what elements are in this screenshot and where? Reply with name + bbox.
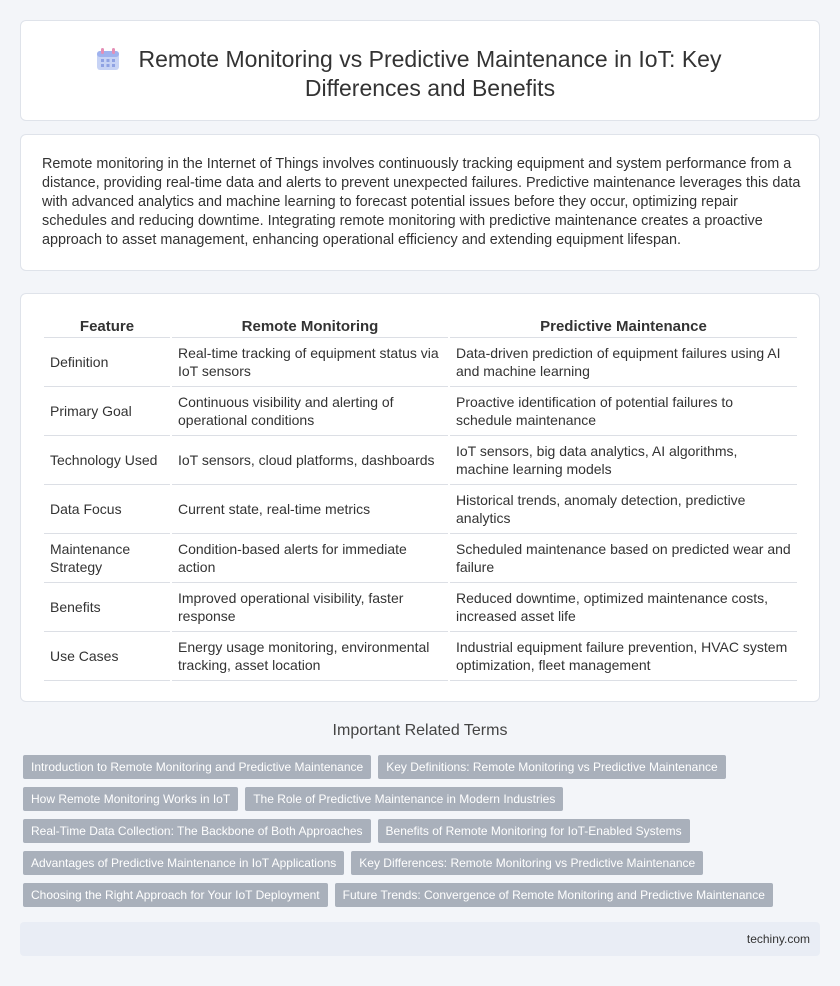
header-predictive-maintenance: Predictive Maintenance xyxy=(450,316,797,338)
related-term-tag[interactable]: Advantages of Predictive Maintenance in IoT Applications xyxy=(23,851,344,875)
row-feature: Data Focus xyxy=(44,485,170,534)
header-remote-monitoring: Remote Monitoring xyxy=(172,316,448,338)
table-row xyxy=(44,583,797,632)
row-predictive-maintenance: Historical trends, anomaly detection, predictive analytics xyxy=(450,485,797,534)
row-feature: Benefits xyxy=(44,583,170,632)
table-row xyxy=(44,632,797,681)
row-feature: Definition xyxy=(44,338,170,387)
row-feature: Technology Used xyxy=(44,436,170,485)
table-row xyxy=(44,387,797,436)
related-term-tag[interactable]: Key Differences: Remote Monitoring vs Predictive Maintenance xyxy=(351,851,703,875)
table-header-row xyxy=(44,316,797,338)
related-terms-title: Important Related Terms xyxy=(332,722,508,739)
row-remote-monitoring: Current state, real-time metrics xyxy=(172,485,448,534)
row-feature: Primary Goal xyxy=(44,387,170,436)
table-row xyxy=(44,338,797,387)
related-term-tag[interactable]: How Remote Monitoring Works in IoT xyxy=(23,787,238,811)
row-predictive-maintenance: Reduced downtime, optimized maintenance costs, increased asset life xyxy=(450,583,797,632)
row-feature: Maintenance Strategy xyxy=(44,534,170,583)
row-remote-monitoring: IoT sensors, cloud platforms, dashboards xyxy=(172,436,448,485)
related-term-tag[interactable]: The Role of Predictive Maintenance in Modern Industries xyxy=(245,787,563,811)
row-predictive-maintenance: Data-driven prediction of equipment failures using AI and machine learning xyxy=(450,338,797,387)
related-terms-list xyxy=(23,755,823,915)
row-predictive-maintenance: Proactive identification of potential failures to schedule maintenance xyxy=(450,387,797,436)
comparison-card xyxy=(20,293,820,702)
footer-site-link[interactable]: techiny.com xyxy=(746,932,810,946)
row-feature: Use Cases xyxy=(44,632,170,681)
row-predictive-maintenance: IoT sensors, big data analytics, AI algorithms, machine learning models xyxy=(450,436,797,485)
related-term-tag[interactable]: Key Definitions: Remote Monitoring vs Predictive Maintenance xyxy=(378,755,726,779)
intro-card xyxy=(20,134,820,271)
footer xyxy=(20,922,820,956)
row-remote-monitoring: Improved operational visibility, faster response xyxy=(172,583,448,632)
related-term-tag[interactable]: Choosing the Right Approach for Your IoT Deployment xyxy=(23,883,328,907)
related-term-tag[interactable]: Future Trends: Convergence of Remote Monitoring and Predictive Maintenance xyxy=(335,883,773,907)
header-feature: Feature xyxy=(44,316,170,338)
table-row xyxy=(44,436,797,485)
row-remote-monitoring: Energy usage monitoring, environmental tracking, asset location xyxy=(172,632,448,681)
row-remote-monitoring: Continuous visibility and alerting of operational conditions xyxy=(172,387,448,436)
related-term-tag[interactable]: Benefits of Remote Monitoring for IoT-Enabled Systems xyxy=(378,819,690,843)
row-remote-monitoring: Real-time tracking of equipment status via IoT sensors xyxy=(172,338,448,387)
header-card xyxy=(20,20,820,121)
table-row xyxy=(44,485,797,534)
row-predictive-maintenance: Industrial equipment failure prevention, HVAC system optimization, fleet management xyxy=(450,632,797,681)
related-term-tag[interactable]: Introduction to Remote Monitoring and Predictive Maintenance xyxy=(23,755,371,779)
comparison-table xyxy=(42,316,799,681)
related-term-tag[interactable]: Real-Time Data Collection: The Backbone of Both Approaches xyxy=(23,819,371,843)
intro-paragraph: Remote monitoring in the Internet of Things involves continuously tracking equipment and system performance from a distance, providing real-time data and alerts to prevent unexpected failures. Predictive maintenance leverages this data with advanced analytics and machine learning to forecast potential issues before they occur, optimizing repair schedules and reducing downtime. Integrating remote monitoring with predictive maintenance creates a proactive approach to asset management, enhancing operational efficiency and extending equipment lifespan. xyxy=(42,156,801,248)
page-title: Remote Monitoring vs Predictive Maintenance in IoT: Key Differences and Benefits xyxy=(138,46,722,101)
row-predictive-maintenance: Scheduled maintenance based on predicted wear and failure xyxy=(450,534,797,583)
table-row xyxy=(44,534,797,583)
row-remote-monitoring: Condition-based alerts for immediate action xyxy=(172,534,448,583)
